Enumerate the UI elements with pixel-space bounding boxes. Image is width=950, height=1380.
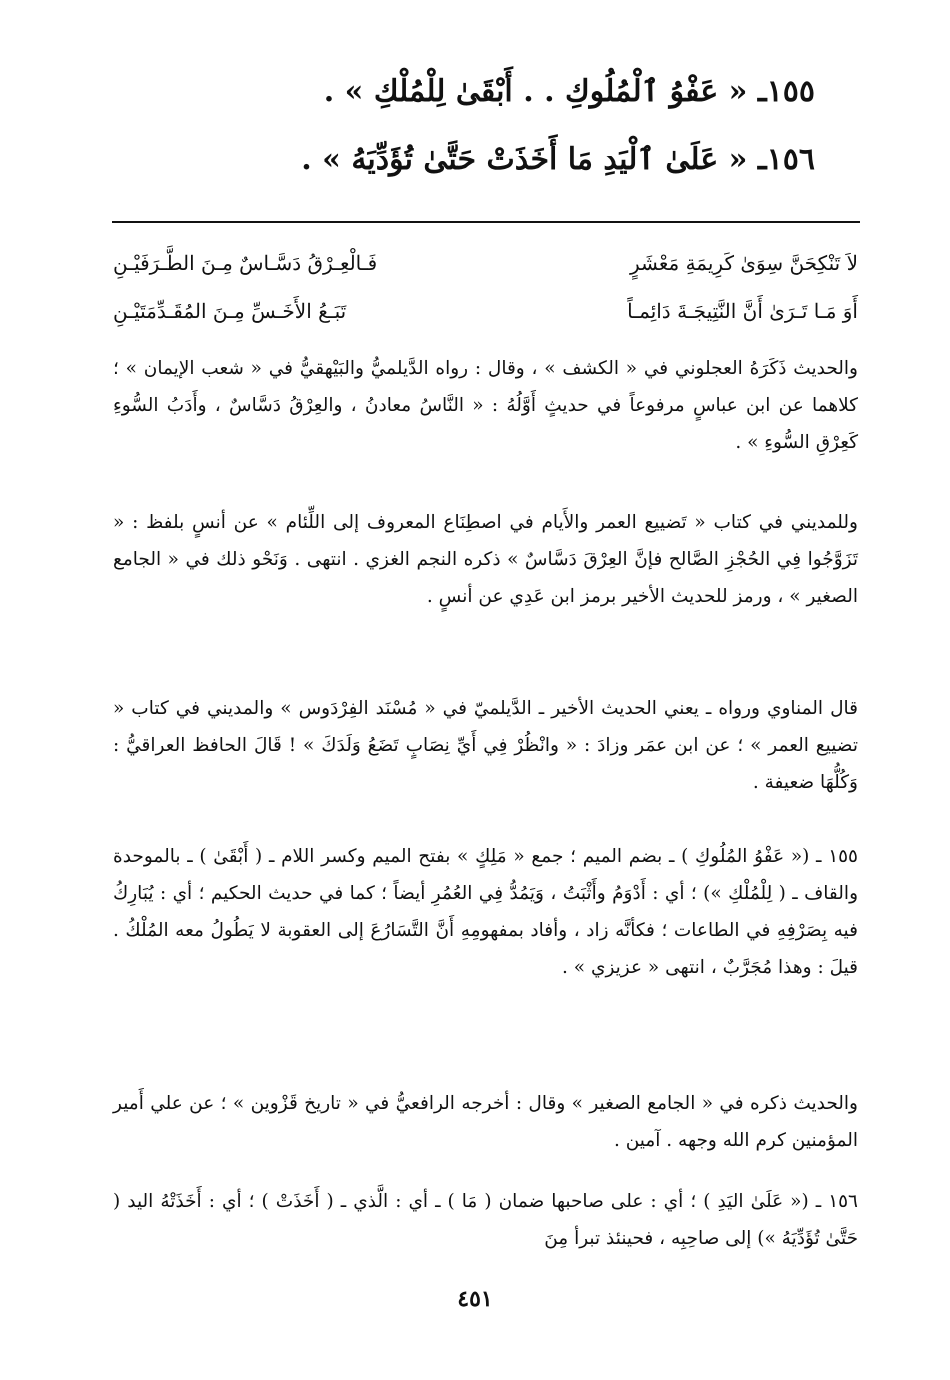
page-number: ٤٥١ <box>457 1286 493 1312</box>
paragraph-text: والحديث ذكره في « الجامع الصغير » وقال : أخرجه الرافعيُّ في « تاريخ قَزْوين » ؛ عن علي أَمير المؤمنين كرم الله وجهه . آمين . <box>113 1093 858 1151</box>
hadith-156-text: ١٥٦ـ « عَلَىٰ ٱلْيَدِ مَا أَخَذَتْ حَتَّىٰ تُؤَدِّيَهُ » . <box>301 142 815 177</box>
paragraph-text: قال المناوي ورواه ـ يعني الحديث الأخير ـ الدَّيلميّ في « مُسْنَد الفِرْدَوس » والمديني في كتاب « تضييع العمر » ؛ عن ابن عمَر وزادَ : « وانْظُرْ فِي أَيِّ نِصَابٍ تَضَعُ وَلَدَكَ » ! قَالَ الحافظ العراقيُّ : وَكُلُّهَا ضعيفة . <box>113 698 858 793</box>
hadith-155-text: ١٥٥ـ « عَفْوُ ٱلْمُلُوكِ . . أَبْقَىٰ لِلْمُلْكِ » . <box>323 74 815 109</box>
paragraph-text: وللمديني في كتاب « تَضييع العمر والأَيام في اصطِنَاع المعروف إلى اللِّئام » عن أنسٍ بلفظ : « تَزَوَّجُوا فِي الحُجْزِ الصَّالح فإنَّ العِرْقَ دَسَّاسٌ » ذكره النجم الغزي . انتهى . وَنَحْو ذلك في « الجامع الصغير » ، ورمز للحديث الأخير برمز ابن عَدِي عن أنسٍ . <box>113 512 858 607</box>
commentary-paragraph <box>113 690 858 801</box>
footnote-separator <box>112 221 860 223</box>
commentary-paragraph <box>113 1085 858 1159</box>
verse-first-hemistich: لاَ تَنْكِحَنَّ سِوَىٰ كَرِيمَةِ مَعْشَرٍ <box>629 251 858 275</box>
paragraph-text: والحديث ذَكَرَهُ العجلوني في « الكشف » ، وقال : رواه الدَّيلميُّ والبَيْهقيُّ في « شعب الإيمان » ؛ كلاهما عن ابن عباسٍ مرفوعاً في حديثٍ أَوَّلُهُ : « النَّاسُ معادنُ ، والعِرْقُ دَسَّاسٌ ، وأَدَبُ السُّوءِ كَعِرْقِ السُّوءِ » . <box>113 358 858 453</box>
verse-first-hemistich: أَوَ مَـا تَـرَىٰ أَنَّ النَّتِيجَـةَ دَائِمـاً <box>627 299 858 323</box>
verse-second-hemistich: تَبَـعُ الأَخَـسِّ مِـنَ المُقَـدِّمَتَيْـنِ <box>113 299 347 323</box>
commentary-paragraph <box>113 504 858 615</box>
paragraph-text: ١٥٦ ـ (« عَلَىٰ اليَدِ ) ؛ أي : على صاحبها ضمان ( مَا ) ـ أي : الَّذي ـ ( أَخَذَتْ ) ؛ أي : أَخَذَتْهُ اليد ( حَتَّىٰ تُؤَدِّيَهُ ») إلى صاحِبِه ، فحينئذ تبرأ مِنَ <box>113 1191 858 1249</box>
commentary-paragraph <box>113 1183 858 1257</box>
poem-verse <box>113 291 858 331</box>
verse-second-hemistich: فَـالْعِـرْقُ دَسَّـاسٌ مِـنَ الطَّـرَفَيْـنِ <box>113 251 378 275</box>
commentary-paragraph <box>113 350 858 461</box>
paragraph-text: ١٥٥ ـ (« عَفْوُ المُلُوكِ ) ـ بضم الميم ؛ جمع « مَلِكٍ » بفتح الميم وكسر اللام ـ ( أَبْقَىٰ ) ـ بالموحدة والقاف ـ ( لِلْمُلْكِ ») ؛ أي : أَدْوَمُ وأَثْبَتُ ، وَيَمُدُّ فِي العُمُرِ أيضاً ؛ كما في حديث الحكيم ؛ أي : يُبَارِكُ فيه بِصَرْفِهِ في الطاعات ؛ فكأنَّه زاد ، وأفاد بمفهومِهِ أَنَّ التَّسَارُعَ إلى العقوبة لا يَطُولُ معه المُلْكُ . قيلَ : وهذا مُجَرَّبٌ ، انتهى « عزيزي » . <box>113 846 858 978</box>
commentary-paragraph <box>113 838 858 986</box>
poem-verse <box>113 243 858 283</box>
